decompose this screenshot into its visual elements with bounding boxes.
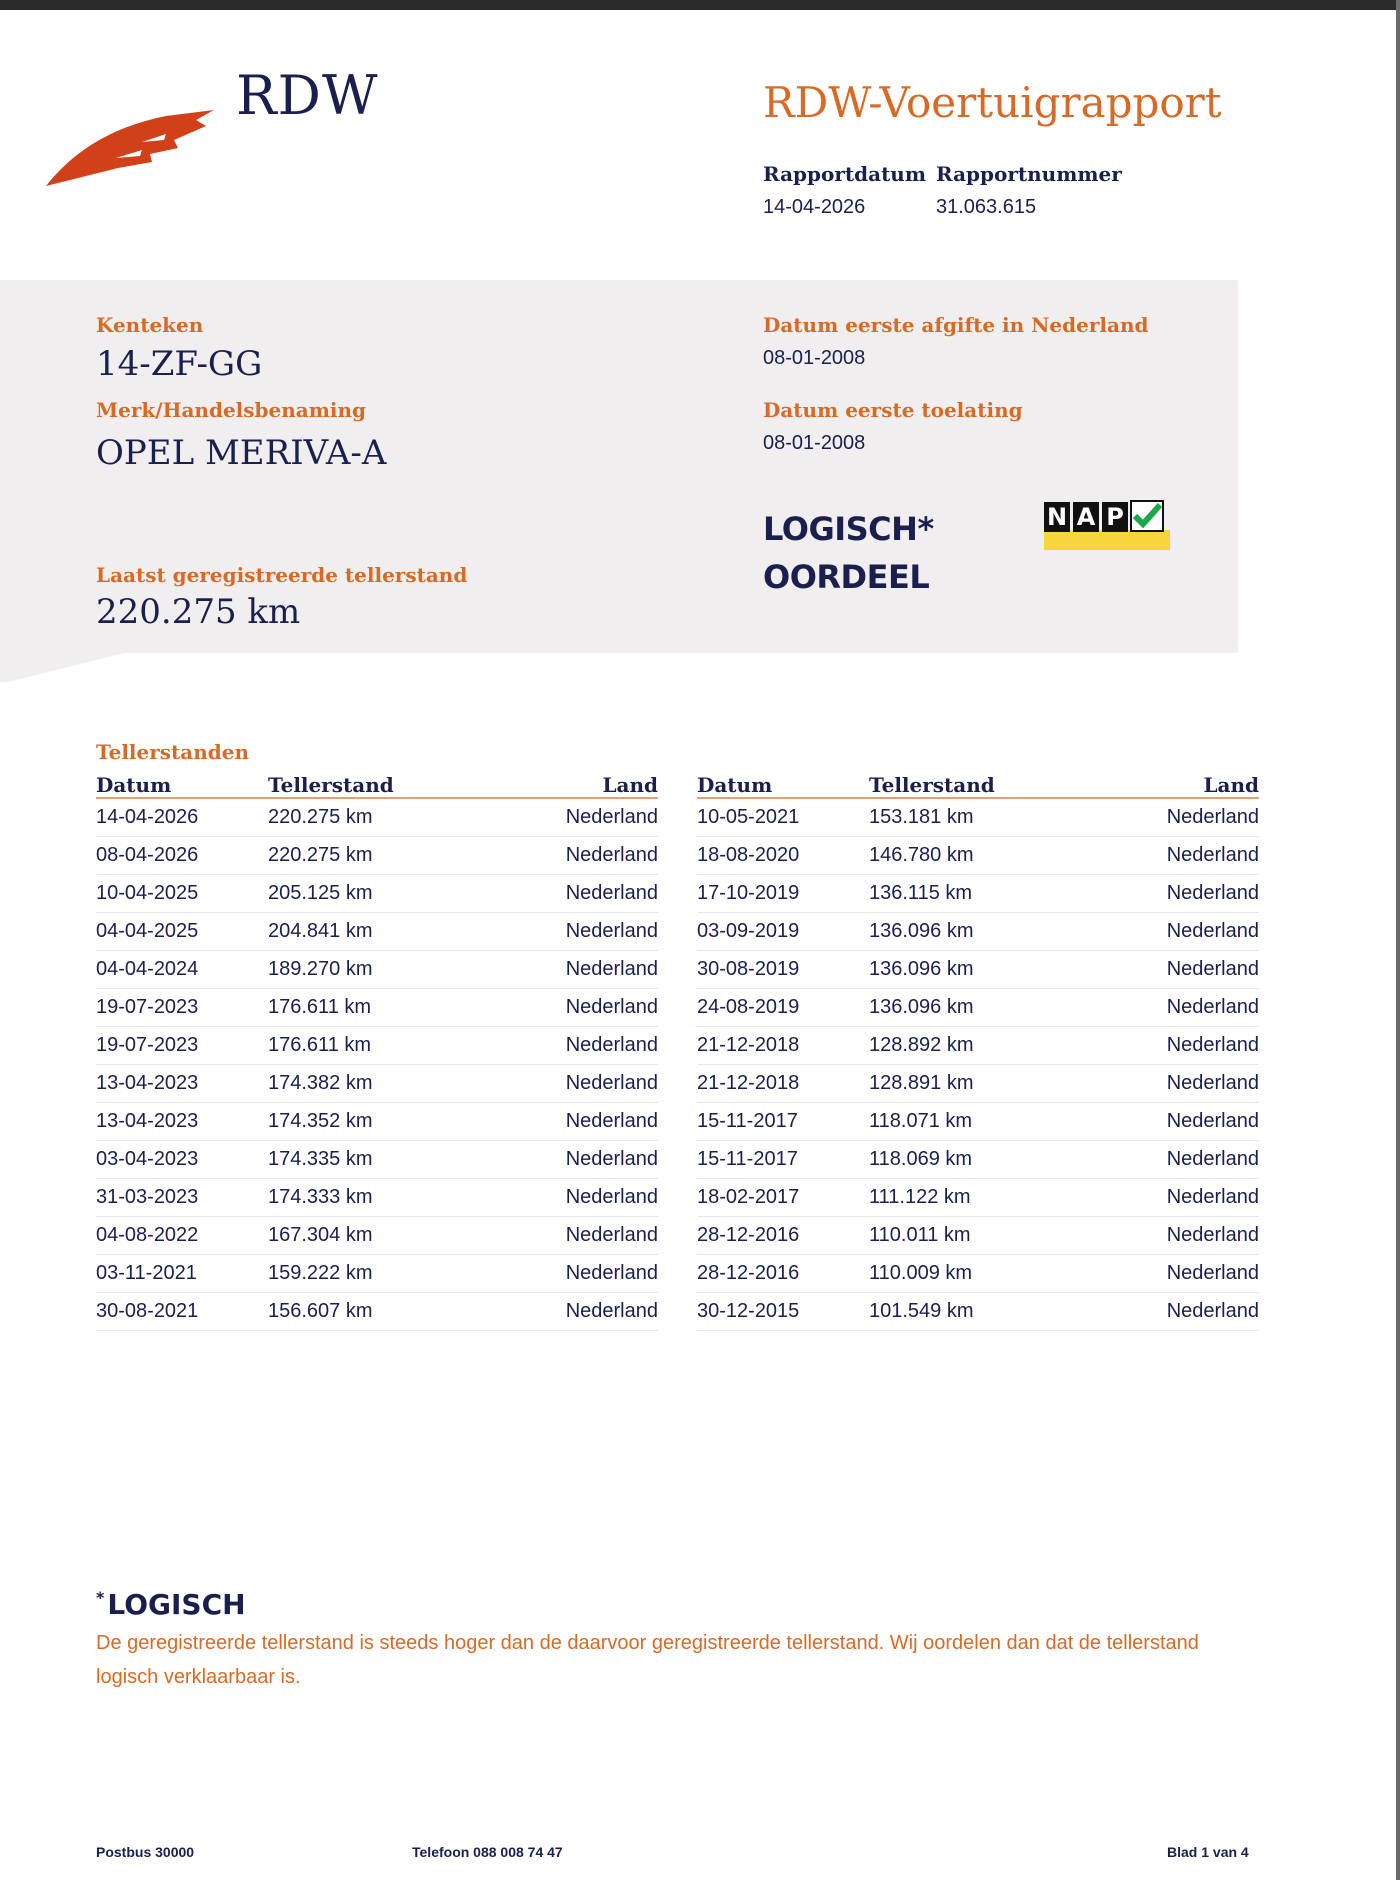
cell-country: Nederland [1069, 798, 1259, 836]
footer-phone: Telefoon 088 008 74 47 [412, 1844, 563, 1860]
cell-country: Nederland [468, 988, 658, 1026]
panel-tab [0, 652, 8, 682]
report-title: RDW-Voertuigrapport [763, 78, 1222, 127]
cell-date: 19-07-2023 [96, 1026, 268, 1064]
table-row [96, 1140, 658, 1178]
cell-odometer: 136.115 km [869, 874, 1069, 912]
odometer-label: Laatst geregistreerde tellerstand [96, 563, 468, 587]
cell-odometer: 136.096 km [869, 950, 1069, 988]
cell-date: 15-11-2017 [697, 1140, 869, 1178]
cell-odometer: 204.841 km [268, 912, 468, 950]
cell-odometer: 176.611 km [268, 988, 468, 1026]
cell-odometer: 111.122 km [869, 1178, 1069, 1216]
nap-letter-a: A [1073, 502, 1099, 532]
table-header-row [697, 768, 1259, 798]
cell-date: 04-04-2025 [96, 912, 268, 950]
cell-country: Nederland [468, 950, 658, 988]
cell-date: 19-07-2023 [96, 988, 268, 1026]
cell-date: 03-11-2021 [96, 1254, 268, 1292]
cell-country: Nederland [1069, 874, 1259, 912]
first-admission-label: Datum eerste toelating [763, 398, 1023, 422]
report-date: 14-04-2026 [763, 196, 866, 218]
cell-country: Nederland [1069, 1254, 1259, 1292]
report-date-label: Rapportdatum [763, 162, 927, 186]
first-admission-value: 08-01-2008 [763, 432, 866, 454]
nap-logo [1044, 500, 1170, 552]
cell-odometer: 136.096 km [869, 912, 1069, 950]
cell-country: Nederland [1069, 1064, 1259, 1102]
cell-date: 10-05-2021 [697, 798, 869, 836]
plate-label: Kenteken [96, 313, 204, 337]
cell-date: 04-08-2022 [96, 1216, 268, 1254]
cell-country: Nederland [468, 1216, 658, 1254]
cell-odometer: 159.222 km [268, 1254, 468, 1292]
cell-country: Nederland [1069, 988, 1259, 1026]
cell-country: Nederland [1069, 912, 1259, 950]
table-row [96, 912, 658, 950]
cell-country: Nederland [1069, 1026, 1259, 1064]
cell-odometer: 174.382 km [268, 1064, 468, 1102]
cell-country: Nederland [468, 1178, 658, 1216]
cell-date: 14-04-2026 [96, 798, 268, 836]
table-row [96, 1178, 658, 1216]
cell-odometer: 118.069 km [869, 1140, 1069, 1178]
table-row [96, 950, 658, 988]
table-row [96, 874, 658, 912]
table-row [697, 1292, 1259, 1330]
table-row [697, 1064, 1259, 1102]
column-header-date: Datum [96, 768, 268, 798]
cell-country: Nederland [468, 1064, 658, 1102]
cell-country: Nederland [468, 912, 658, 950]
cell-country: Nederland [468, 1254, 658, 1292]
table-row [96, 1292, 658, 1330]
table-row [96, 1102, 658, 1140]
table-row [96, 798, 658, 836]
cell-odometer: 174.352 km [268, 1102, 468, 1140]
cell-date: 28-12-2016 [697, 1254, 869, 1292]
footnote-title-text: LOGISCH [107, 1588, 246, 1621]
cell-odometer: 156.607 km [268, 1292, 468, 1330]
nap-check-box [1130, 500, 1164, 532]
table-row [697, 1140, 1259, 1178]
table-row [96, 1064, 658, 1102]
cell-odometer: 189.270 km [268, 950, 468, 988]
cell-odometer: 128.892 km [869, 1026, 1069, 1064]
cell-country: Nederland [1069, 1140, 1259, 1178]
cell-date: 24-08-2019 [697, 988, 869, 1026]
cell-date: 04-04-2024 [96, 950, 268, 988]
table-row [697, 1216, 1259, 1254]
cell-date: 28-12-2016 [697, 1216, 869, 1254]
cell-country: Nederland [1069, 1292, 1259, 1330]
cell-odometer: 176.611 km [268, 1026, 468, 1064]
cell-country: Nederland [468, 874, 658, 912]
cell-odometer: 110.009 km [869, 1254, 1069, 1292]
odometer-section-title: Tellerstanden [96, 740, 250, 764]
cell-date: 18-08-2020 [697, 836, 869, 874]
brand-name: RDW [236, 64, 379, 127]
cell-odometer: 118.071 km [869, 1102, 1069, 1140]
cell-date: 10-04-2025 [96, 874, 268, 912]
cell-country: Nederland [1069, 836, 1259, 874]
table-row [697, 950, 1259, 988]
cell-country: Nederland [1069, 950, 1259, 988]
cell-odometer: 153.181 km [869, 798, 1069, 836]
cell-date: 18-02-2017 [697, 1178, 869, 1216]
table-row [96, 1216, 658, 1254]
nap-letter-n: N [1044, 502, 1070, 532]
table-row [697, 988, 1259, 1026]
table-row [697, 798, 1259, 836]
first-issue-nl-label: Datum eerste afgifte in Nederland [763, 313, 1149, 337]
footnote-text: De geregistreerde tellerstand is steeds hoger dan de daarvoor geregistreerde tellerstand. Wij oordelen dan dat de tellerstand logisch verklaarbaar is. [96, 1632, 1199, 1688]
checkmark-icon [1132, 502, 1162, 530]
cell-date: 03-09-2019 [697, 912, 869, 950]
cell-country: Nederland [468, 1292, 658, 1330]
panel-tab-corner [8, 652, 128, 682]
cell-country: Nederland [468, 1102, 658, 1140]
footer-postbus: Postbus 30000 [96, 1844, 195, 1860]
table-row [697, 912, 1259, 950]
table-row [96, 836, 658, 874]
cell-country: Nederland [468, 798, 658, 836]
cell-odometer: 101.549 km [869, 1292, 1069, 1330]
cell-country: Nederland [1069, 1216, 1259, 1254]
report-number-label: Rapportnummer [936, 162, 1122, 186]
cell-date: 31-03-2023 [96, 1178, 268, 1216]
odometer-table-right [697, 768, 1259, 1331]
cell-country: Nederland [468, 836, 658, 874]
column-header-country: Land [1069, 768, 1259, 798]
footer-page-number: Blad 1 van 4 [1167, 1844, 1249, 1860]
table-row [96, 988, 658, 1026]
footnote-title [96, 1588, 246, 1621]
cell-date: 30-12-2015 [697, 1292, 869, 1330]
cell-country: Nederland [468, 1140, 658, 1178]
odometer-table-left [96, 768, 658, 1331]
table-row [697, 1254, 1259, 1292]
table-row [697, 1178, 1259, 1216]
table-row [697, 836, 1259, 874]
odometer-value: 220.275 km [96, 592, 301, 632]
cell-odometer: 110.011 km [869, 1216, 1069, 1254]
rdw-logo-icon [46, 98, 214, 190]
table-header-row [96, 768, 658, 798]
make-value: OPEL MERIVA-A [96, 433, 387, 473]
table-row [697, 1102, 1259, 1140]
cell-odometer: 174.333 km [268, 1178, 468, 1216]
cell-country: Nederland [1069, 1102, 1259, 1140]
cell-odometer: 146.780 km [869, 836, 1069, 874]
cell-date: 21-12-2018 [697, 1064, 869, 1102]
cell-date: 03-04-2023 [96, 1140, 268, 1178]
footnote-star: * [96, 1588, 105, 1607]
cell-date: 15-11-2017 [697, 1102, 869, 1140]
cell-date: 21-12-2018 [697, 1026, 869, 1064]
table-row [697, 874, 1259, 912]
plate-value: 14-ZF-GG [96, 344, 263, 384]
cell-date: 30-08-2021 [96, 1292, 268, 1330]
column-header-country: Land [468, 768, 658, 798]
page-right-edge [1396, 0, 1400, 1880]
cell-date: 13-04-2023 [96, 1102, 268, 1140]
cell-odometer: 136.096 km [869, 988, 1069, 1026]
cell-odometer: 174.335 km [268, 1140, 468, 1178]
verdict-logisch: LOGISCH* [763, 510, 934, 548]
nap-letter-p: P [1102, 502, 1128, 532]
cell-country: Nederland [1069, 1178, 1259, 1216]
verdict-oordeel: OORDEEL [763, 558, 930, 596]
cell-date: 17-10-2019 [697, 874, 869, 912]
column-header-date: Datum [697, 768, 869, 798]
cell-odometer: 220.275 km [268, 798, 468, 836]
cell-odometer: 167.304 km [268, 1216, 468, 1254]
window-top-bar [0, 0, 1400, 10]
table-row [96, 1026, 658, 1064]
cell-odometer: 220.275 km [268, 836, 468, 874]
table-row [96, 1254, 658, 1292]
cell-odometer: 205.125 km [268, 874, 468, 912]
report-number: 31.063.615 [936, 196, 1037, 218]
column-header-odometer: Tellerstand [268, 768, 468, 798]
cell-date: 08-04-2026 [96, 836, 268, 874]
table-row [697, 1026, 1259, 1064]
first-issue-nl-value: 08-01-2008 [763, 347, 866, 369]
cell-odometer: 128.891 km [869, 1064, 1069, 1102]
cell-country: Nederland [468, 1026, 658, 1064]
cell-date: 30-08-2019 [697, 950, 869, 988]
column-header-odometer: Tellerstand [869, 768, 1069, 798]
cell-date: 13-04-2023 [96, 1064, 268, 1102]
make-label: Merk/Handelsbenaming [96, 398, 367, 422]
